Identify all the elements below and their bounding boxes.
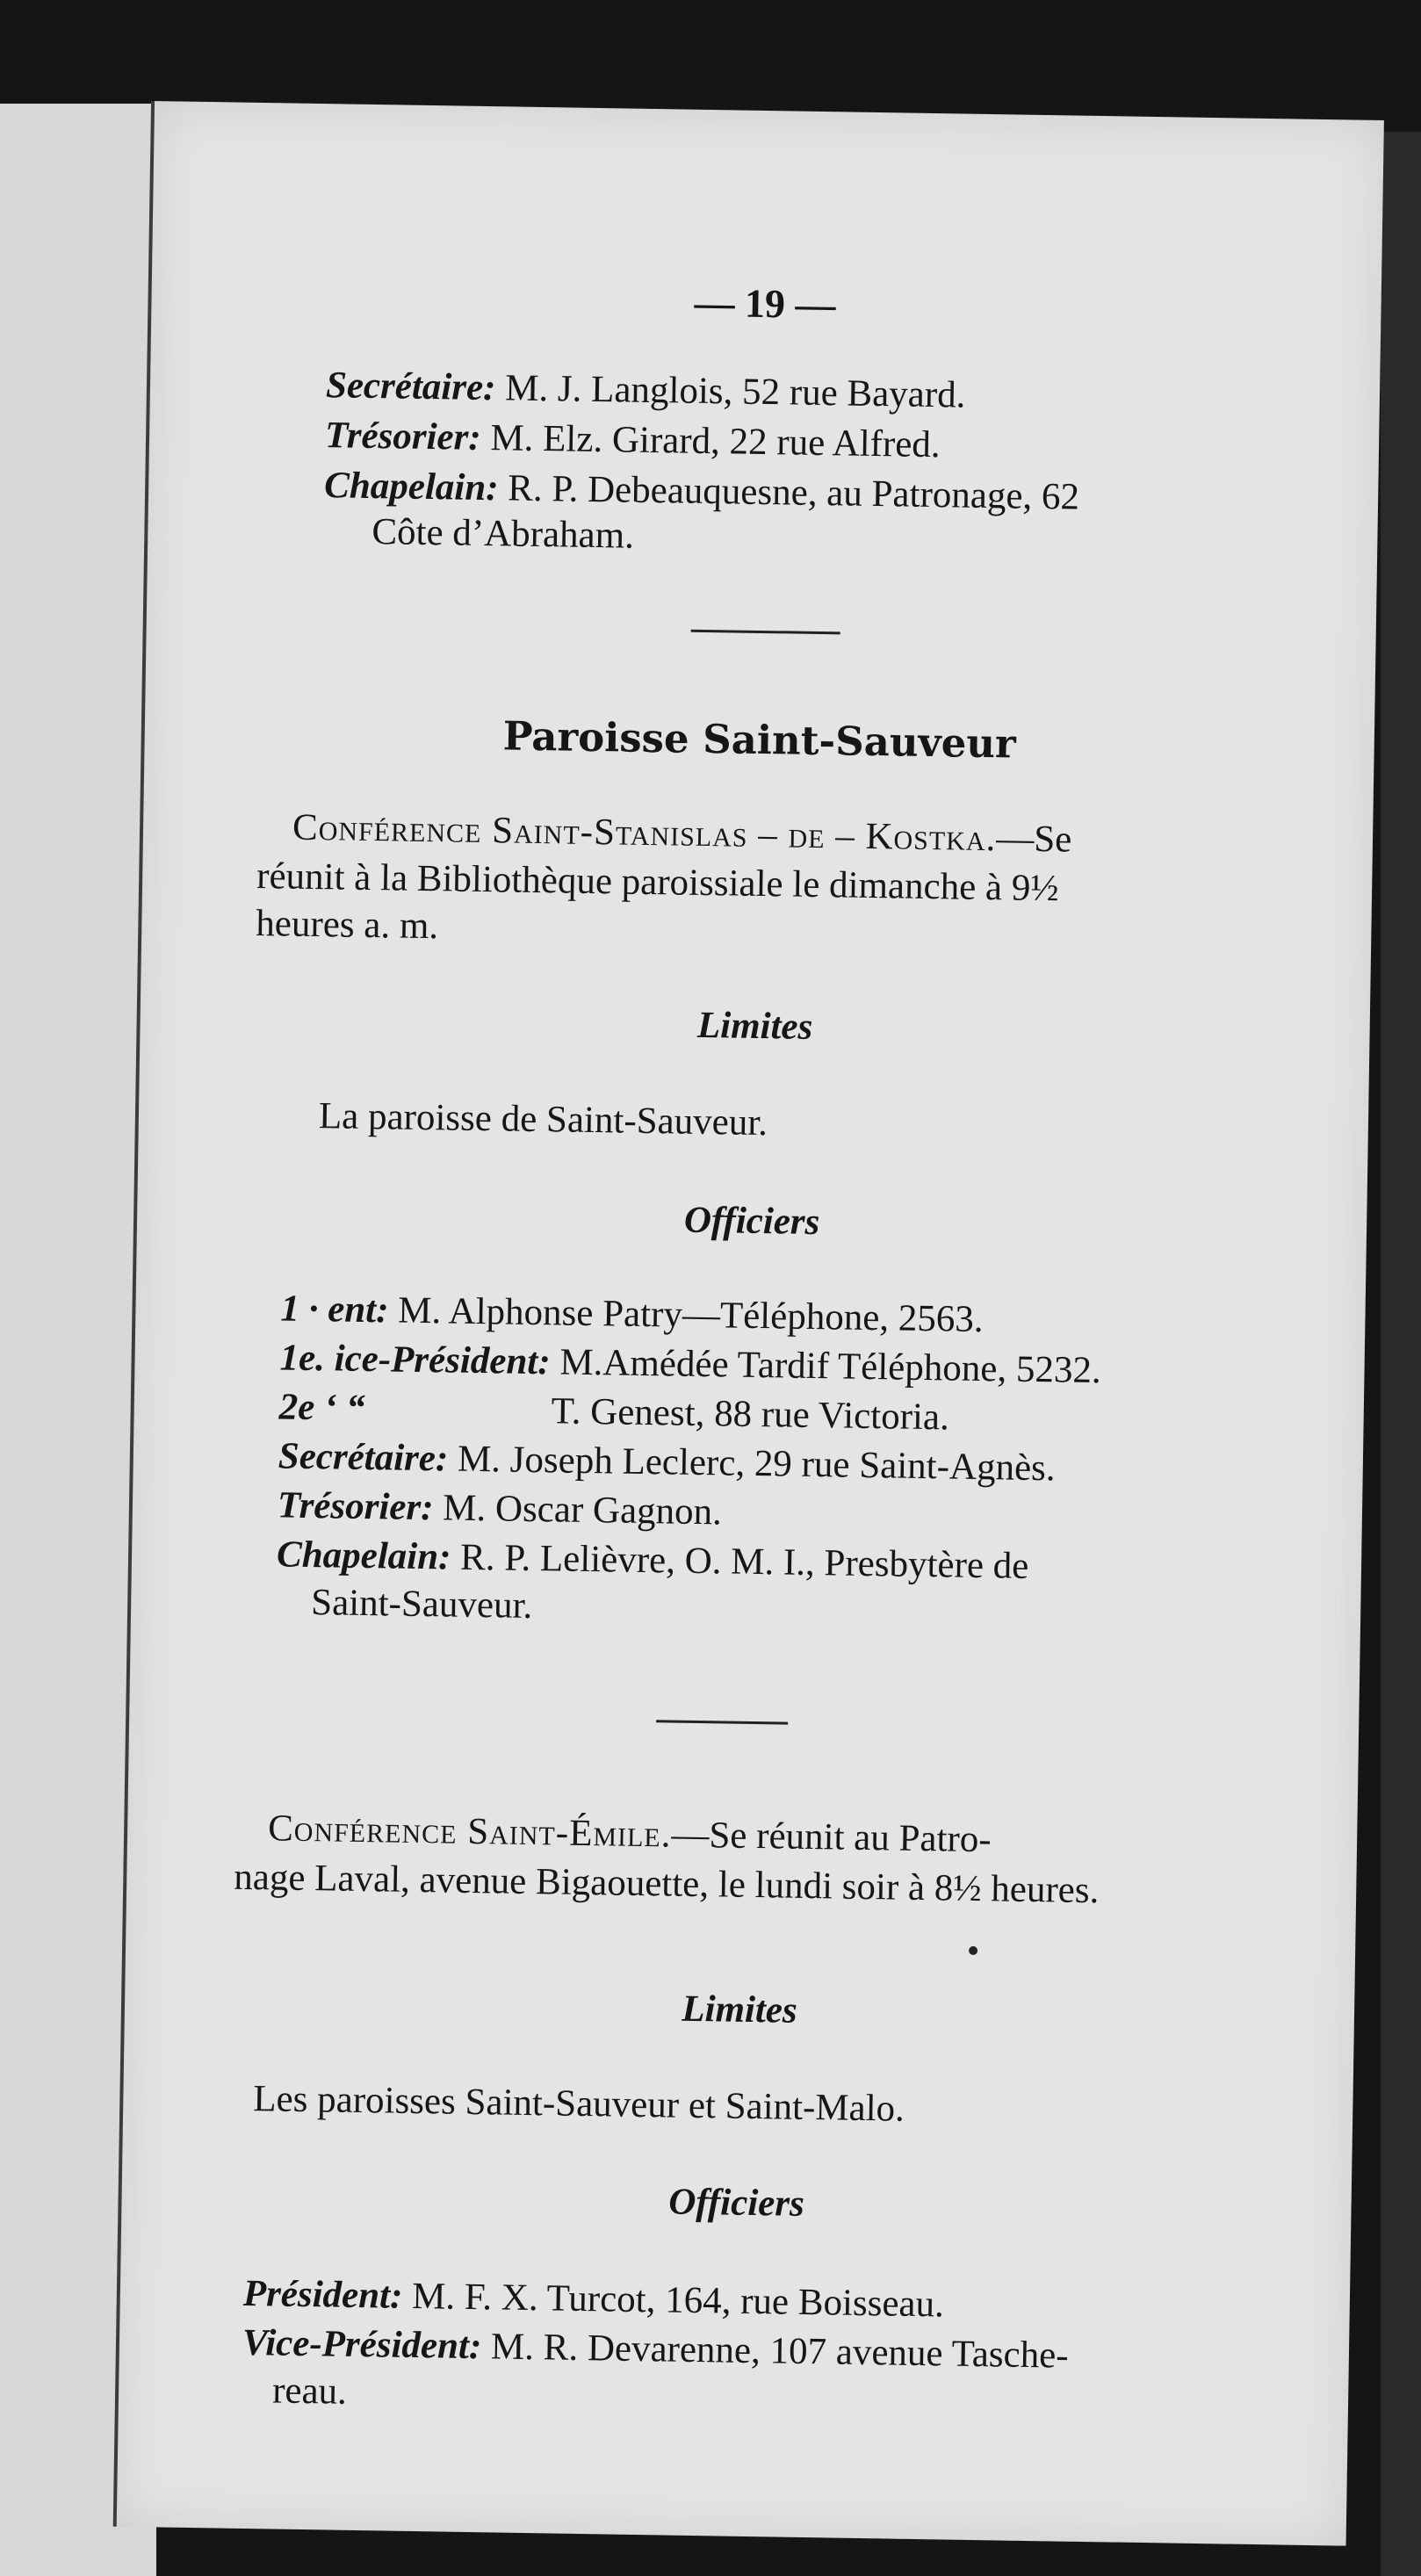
officer-label: 1e. ice-Président: xyxy=(279,1337,552,1383)
officer-value: M. Oscar Gagnon. xyxy=(442,1487,723,1533)
president-label: Président: xyxy=(242,2272,403,2317)
conf2-intro-rest: —Se réunit au Patro- xyxy=(671,1814,992,1861)
conf2-limites-text: Les paroisses Saint-Sauveur et Saint-Malo. xyxy=(253,2078,905,2130)
conf1-chapelain-continuation: Saint-Sauveur. xyxy=(310,1582,533,1627)
conf1-intro-line3: heures a. m. xyxy=(256,902,439,948)
section-divider xyxy=(691,630,840,635)
officer-label: Chapelain: xyxy=(276,1533,451,1578)
officer-value: R. P. Lelièvre, O. M. I., Presbytère de xyxy=(459,1536,1029,1587)
president-value: M. F. X. Turcot, 164, rue Boisseau. xyxy=(411,2275,945,2326)
section-divider xyxy=(656,1720,788,1724)
officer-row xyxy=(280,1287,984,1341)
ink-speck xyxy=(969,1946,977,1955)
officer-label: 1 · ent: xyxy=(280,1288,389,1331)
conf2-title: Conférence Saint-Émile. xyxy=(267,1808,672,1856)
officer-value: M. Alphonse Patry—Téléphone, 2563. xyxy=(397,1289,984,1341)
conf1-officiers-heading: Officiers xyxy=(683,1199,820,1244)
right-background xyxy=(1381,132,1421,2576)
vice-president-continuation: reau. xyxy=(271,2370,348,2413)
officer-row xyxy=(278,1385,949,1439)
officer-row xyxy=(278,1434,1056,1490)
tresorier-line xyxy=(325,414,941,466)
book-page xyxy=(113,101,1384,2546)
conf2-intro-line1 xyxy=(268,1807,992,1861)
officer-value: M.Amédée Tardif Téléphone, 5232. xyxy=(559,1341,1102,1392)
conf1-intro-line1 xyxy=(292,806,1312,865)
president-line xyxy=(243,2272,945,2327)
vice-president-label: Vice-Président: xyxy=(242,2321,482,2368)
officer-label: Secrétaire: xyxy=(278,1435,449,1480)
conf1-intro-line2: réunit à la Bibliothèque paroissiale le dimanche à 9½ xyxy=(256,855,1059,910)
officer-value: M. Joseph Leclerc, 29 rue Saint-Agnès. xyxy=(457,1438,1056,1490)
chapelain-continuation: Côte d’Abraham. xyxy=(371,510,635,557)
chapelain-value: R. P. Debeauquesne, au Patronage, 62 xyxy=(507,467,1080,518)
tresorier-value: M. Elz. Girard, 22 rue Alfred. xyxy=(490,417,941,466)
conf2-limites-heading: Limites xyxy=(681,1988,798,2031)
conf2-intro-line2: nage Laval, avenue Bigaouette, le lundi soir à 8½ heures. xyxy=(233,1856,1100,1912)
secretaire-line xyxy=(326,364,966,416)
chapelain-label: Chapelain: xyxy=(323,465,499,509)
officer-row xyxy=(279,1336,1101,1392)
tresorier-label: Trésorier: xyxy=(324,415,482,458)
officer-row xyxy=(278,1483,723,1533)
conf2-officiers-heading: Officiers xyxy=(667,2181,805,2225)
vice-president-line xyxy=(242,2321,1069,2378)
officer-label: Trésorier: xyxy=(277,1484,434,1529)
conf1-limites-text: La paroisse de Saint-Sauveur. xyxy=(318,1095,768,1144)
conf1-intro-rest: —Se xyxy=(995,818,1072,861)
officer-value: T. Genest, 88 rue Victoria. xyxy=(551,1390,950,1439)
secretaire-label: Secrétaire: xyxy=(325,364,496,409)
officer-row xyxy=(277,1533,1029,1587)
page-number: — 19 — xyxy=(694,279,836,328)
conf1-limites-heading: Limites xyxy=(696,1004,813,1048)
secretaire-value: M. J. Langlois, 52 rue Bayard. xyxy=(504,367,966,416)
vice-president-value: M. R. Devarenne, 107 avenue Tasche- xyxy=(490,2326,1069,2377)
conf1-title: Conférence Saint-Stanislas – de – Kostka. xyxy=(292,806,997,860)
parish-heading: Paroisse Saint-Sauveur xyxy=(502,712,1017,768)
officer-label: 2e ‘ “ xyxy=(278,1386,366,1429)
